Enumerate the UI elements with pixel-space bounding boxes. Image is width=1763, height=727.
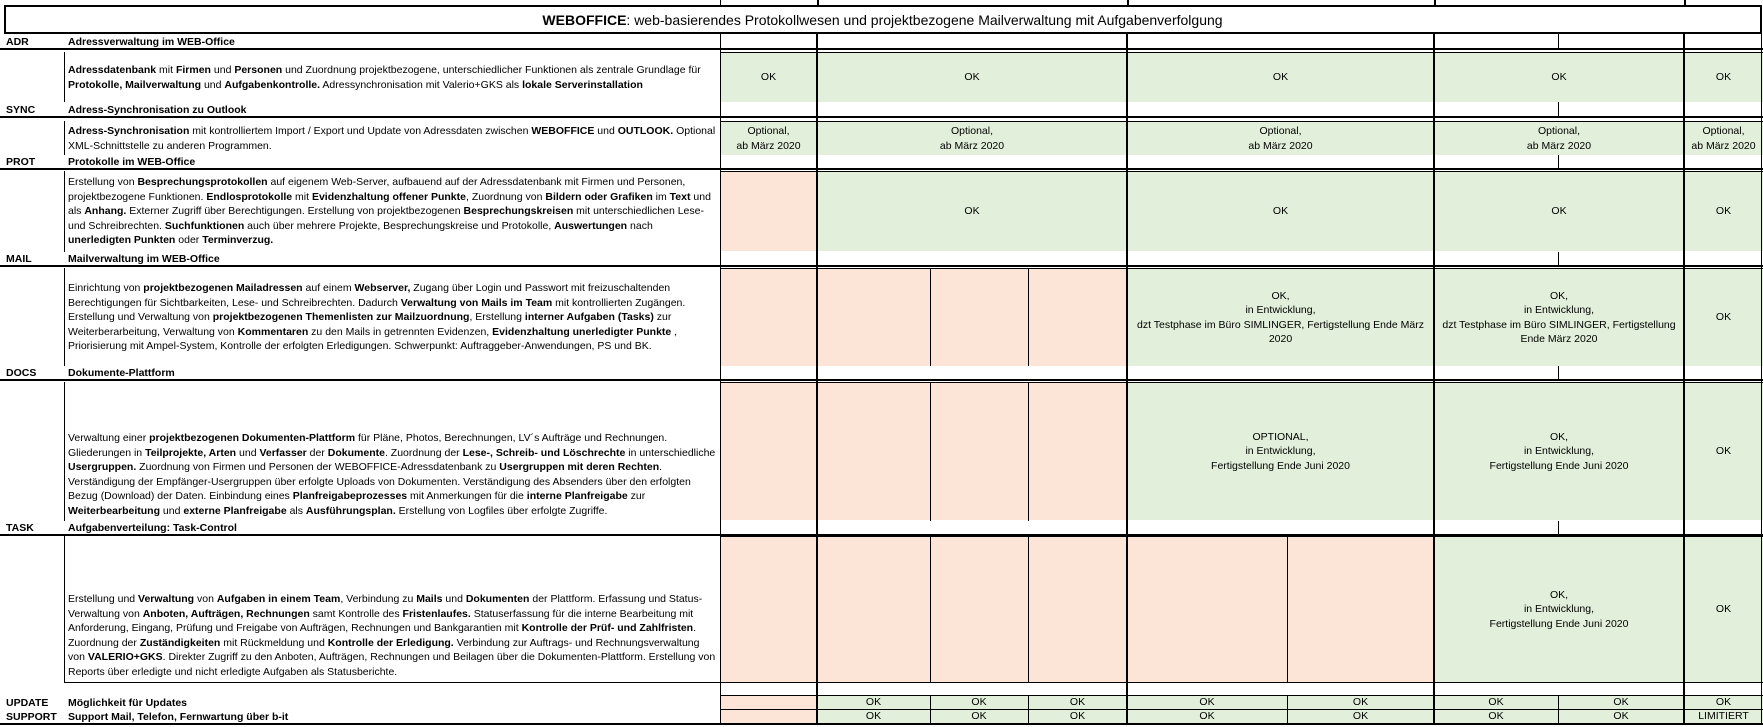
description-segment: Externer Zugriff über Berechtigungen. Erstellung von projektbezogenen: [126, 205, 464, 218]
description-bold-segment: Kommentaren: [237, 325, 309, 338]
status-update-1: [720, 696, 817, 709]
status-mail-2c: [1028, 269, 1127, 366]
grid-line: [1126, 34, 1128, 725]
description-bold-segment: Besprechungskreisen: [463, 205, 574, 218]
description-segment: für Pläne, Photos, Berechnungen, LV´s Aufträge und Rechnungen. Gliederungen in: [68, 432, 668, 459]
grid-line: [1558, 155, 1559, 169]
code-task: TASK: [6, 521, 34, 534]
description-bold-segment: interner Aufgaben (Tasks): [524, 311, 654, 324]
description-bold-segment: Endlosprotokolle: [206, 190, 293, 203]
description-text: [68, 63, 716, 92]
description-segment: zur Weiterberarbeitung, Verwaltung von: [68, 311, 672, 338]
status-line: OK,: [1549, 430, 1569, 443]
status-line: Optional,: [1259, 125, 1302, 137]
grid-line: [1028, 536, 1029, 682]
status-support-2a: OK: [817, 710, 930, 723]
description-segment: und als: [68, 190, 711, 218]
title-border: [4, 5, 1762, 34]
grid-line: [1028, 695, 1029, 724]
description-bold-segment: Aufgaben in einem Team: [216, 593, 341, 605]
description-bold-segment: Bildern oder Grafiken: [545, 190, 653, 203]
status-line: OK,: [1549, 588, 1569, 601]
grid-line: [1761, 34, 1762, 725]
description-bold-segment: Aufgabenkontrolle.: [224, 78, 321, 91]
description-bold-segment: projektbezogenen Dokumenten-Plattform: [149, 432, 356, 444]
description-bold-segment: Teilprojekte, Arten: [145, 446, 237, 459]
code-support: SUPPORT: [6, 710, 57, 723]
status-update-4b: OK: [1558, 696, 1684, 709]
grid-line: [1287, 536, 1288, 682]
status-docs-1: [720, 383, 817, 520]
description-text: [68, 431, 716, 518]
status-sync-1: [720, 122, 817, 155]
description-segment: und: [442, 593, 466, 605]
status-mail-2a: [817, 269, 930, 366]
description-segment: , Zuordnung von: [465, 190, 546, 203]
description-bold-segment: Adress-Synchronisation: [68, 125, 190, 137]
status-line: ab März 2020: [1526, 139, 1592, 152]
description-segment: Verbindung zur Auftrags- und Rechnungsverwaltung von: [68, 636, 700, 663]
status-line: in Entwicklung,: [1523, 304, 1595, 316]
grid-line: [64, 536, 65, 682]
code-prot: PROT: [6, 155, 36, 168]
description-segment: auf eigenem Web-Server, aufbauend auf der Adressdatenbank mit Firmen und Personen, projektbezogene Funktionen.: [68, 176, 686, 203]
description-segment: . Zuordnung der: [384, 446, 463, 459]
description-bold-segment: externe Planfreigabe: [183, 504, 287, 517]
description-segment: . Verständigung der Empfänger-Usergruppen über erfolgte Uploads von Dokumenten. Verständigung des Absenders über den erfolgten Bezug (Download) der Daten. Einbindung eines: [68, 461, 691, 502]
description-segment: , Erstellung: [469, 311, 525, 324]
status-update-2a: OK: [817, 696, 930, 709]
grid-line: [0, 116, 1763, 118]
grid-line: [64, 682, 720, 683]
grid-line: [930, 536, 931, 682]
status-line: Fertigstellung Ende Juni 2020: [1489, 459, 1629, 472]
status-line: OK,: [1549, 289, 1569, 302]
status-task-3b: [1287, 537, 1434, 682]
status-docs-5: OK: [1684, 383, 1763, 520]
description-bold-segment: Anboten, Aufträgen, Rechnungen: [142, 607, 310, 620]
description-segment: Statuserfassung für die interne Bearbeitung mit Anforderung, Eingang, Prüfung und Freigabe von Aufträgen, Rechnungen und Bankgarantien mit: [68, 607, 694, 634]
description-bold-segment: Weiterbearbeitung: [68, 504, 160, 517]
status-task-4: [1434, 537, 1684, 682]
status-update-3b: OK: [1287, 696, 1434, 709]
description-bold-segment: Personen: [234, 64, 283, 76]
section-title-update: Möglichkeit für Updates: [68, 696, 188, 709]
status-task-2c: [1028, 537, 1127, 682]
section-title-mail: Mailverwaltung im WEB-Office: [68, 252, 220, 265]
status-sync-3: [1127, 122, 1434, 155]
grid-line: [720, 695, 1763, 696]
status-update-4a: OK: [1434, 696, 1558, 709]
status-support-5: LIMITIERT: [1684, 710, 1763, 723]
status-update-5: OK: [1684, 696, 1763, 709]
description-bold-segment: lokale Serverinstallation: [522, 78, 643, 91]
grid-line: [64, 268, 65, 366]
description-text: [68, 281, 716, 354]
description-segment: oder: [175, 234, 203, 247]
status-docs-2c: [1028, 383, 1127, 520]
status-update-2c: OK: [1028, 696, 1127, 709]
status-docs-4: [1434, 383, 1684, 520]
grid-line: [1028, 382, 1029, 521]
status-sync-5: [1684, 122, 1763, 155]
description-bold-segment: Evidenzhaltung unerledigter Punkte: [492, 325, 672, 338]
description-segment: mit unterschiedlichen Lese- und Schreibrechten.: [68, 205, 704, 232]
status-adr-2: OK: [817, 53, 1127, 102]
description-bold-segment: Dokumente: [327, 446, 385, 459]
description-text: [68, 592, 716, 679]
description-segment: . Zuordnung der: [68, 622, 697, 649]
description-bold-segment: Mails: [416, 593, 443, 605]
description-bold-segment: Usergruppen.: [68, 461, 137, 473]
description-bold-segment: Protokolle, Mailverwaltung: [68, 78, 202, 91]
description-segment: zu den Mails in getrennten Evidenzen,: [308, 325, 493, 338]
status-task-3a: [1127, 537, 1287, 682]
description-mail: [64, 269, 720, 366]
grid-line: [1558, 521, 1559, 535]
status-prot-5: OK: [1684, 172, 1763, 251]
description-bold-segment: Verwaltung von Mails im Team: [400, 296, 553, 309]
description-segment: Verwaltung einer: [68, 432, 150, 444]
grid-line: [930, 382, 931, 521]
status-sync-2: [817, 122, 1127, 155]
description-adr: [64, 53, 720, 102]
status-support-4b: OK: [1558, 710, 1684, 723]
description-bold-segment: OUTLOOK.: [617, 125, 674, 137]
code-docs: DOCS: [6, 366, 37, 379]
status-line: Fertigstellung Ende Juni 2020: [1211, 459, 1350, 472]
status-task-5: OK: [1684, 537, 1763, 682]
grid-line: [720, 268, 1763, 269]
status-task-2a: [817, 537, 930, 682]
status-support-4a: OK: [1434, 710, 1558, 723]
description-bold-segment: Besprechungsprotokollen: [137, 176, 268, 189]
description-bold-segment: Lese-, Schreib- und Löschrechte: [462, 446, 626, 459]
description-bold-segment: Suchfunktionen: [164, 219, 245, 232]
description-bold-segment: Evidenzhaltung offener Punkte: [311, 190, 466, 203]
grid-line: [930, 695, 931, 724]
description-segment: und: [236, 446, 260, 459]
grid-line: [0, 265, 1763, 267]
status-line: Optional,: [1702, 125, 1745, 137]
status-prot-1: [720, 172, 817, 251]
description-segment: mit Rückmeldung und: [220, 636, 328, 649]
description-bold-segment: Adressdatenbank: [68, 64, 157, 76]
status-mail-3: [1127, 269, 1434, 366]
status-line: Optional,: [747, 125, 790, 137]
description-segment: nach: [627, 219, 653, 232]
description-segment: Zugang über Login und Passwort mit freizuschaltenden Berechtigungen für Sichtbarkeiten, Lese- und Schreibrechten. Dadurch: [68, 282, 671, 309]
code-sync: SYNC: [6, 103, 36, 116]
description-bold-segment: projektbezogenen Themenlisten zur Mailzuordnung: [212, 311, 470, 324]
grid-line: [1558, 102, 1559, 116]
status-line: Fertigstellung Ende Juni 2020: [1489, 617, 1629, 630]
grid-line: [720, 682, 1763, 683]
description-bold-segment: Ausführungsplan.: [305, 504, 396, 517]
description-bold-segment: Firmen: [175, 64, 211, 76]
status-line: dzt Testphase im Büro SIMLINGER, Fertigstellung Ende März 2020: [1442, 318, 1676, 345]
description-bold-segment: Kontrolle der Erledigung.: [327, 636, 454, 649]
title-bold: WEBOFFICE: [542, 11, 627, 28]
section-title-prot: Protokolle im WEB-Office: [68, 155, 196, 168]
description-segment: von: [194, 593, 217, 605]
status-line: in Entwicklung,: [1245, 304, 1316, 316]
status-line: ab März 2020: [939, 139, 1005, 152]
description-bold-segment: VALERIO+GKS: [87, 651, 163, 663]
grid-line: [1683, 34, 1685, 725]
section-title-docs: Dokumente-Plattform: [68, 366, 175, 379]
description-segment: und: [160, 504, 184, 517]
section-title-sync: Adress-Synchronisation zu Outlook: [68, 103, 247, 116]
description-segment: mit kontrolliertem Import / Export und Update von Adressdaten zwischen: [189, 125, 532, 137]
description-bold-segment: Zuständigkeiten: [139, 636, 221, 649]
grid-line: [64, 52, 65, 102]
status-mail-1: [720, 269, 817, 366]
description-bold-segment: Usergruppen mit deren Rechten: [499, 461, 660, 473]
description-prot: [64, 172, 720, 251]
grid-line: [720, 382, 1763, 383]
description-segment: Optional XML-Schnittstelle zu anderen Programmen.: [68, 125, 716, 152]
description-bold-segment: projektbezogenen Mailadressen: [143, 282, 303, 295]
status-adr-3: OK: [1127, 53, 1434, 102]
status-mail-2b: [930, 269, 1028, 366]
code-update: UPDATE: [6, 696, 49, 709]
description-bold-segment: Anhang.: [84, 205, 127, 218]
status-prot-2: OK: [817, 172, 1127, 251]
title-rest: : web-basierendes Protokollwesen und projektbezogene Mailverwaltung mit Aufgabenverfolgung: [626, 11, 1223, 28]
grid-line: [1433, 34, 1435, 725]
status-line: Optional,: [1537, 125, 1581, 137]
status-support-1: [720, 710, 817, 723]
section-title-support: Support Mail, Telefon, Fernwartung über b-it: [68, 710, 289, 723]
grid-line: [1558, 34, 1559, 48]
description-bold-segment: interne Planfreigabe: [526, 490, 628, 502]
status-docs-3: [1127, 383, 1434, 520]
grid-line: [720, 171, 1763, 172]
description-bold-segment: Dokumenten: [465, 593, 530, 605]
grid-line: [1558, 252, 1559, 266]
grid-line: [930, 268, 931, 366]
status-task-2b: [930, 537, 1028, 682]
status-line: dzt Testphase im Büro SIMLINGER, Fertigstellung Ende März 2020: [1137, 318, 1424, 345]
description-task: [64, 537, 720, 682]
status-adr-5: OK: [1684, 53, 1763, 102]
description-segment: Erstellung von: [68, 176, 138, 189]
status-support-2b: OK: [930, 710, 1028, 723]
description-segment: mit kontrollierten Zugängen. Erstellung und Verwaltung von: [68, 296, 686, 324]
description-segment: zur: [627, 490, 646, 502]
description-sync: [64, 122, 720, 155]
description-segment: als: [286, 504, 306, 517]
status-line: in Entwicklung,: [1523, 603, 1595, 616]
status-line: in Entwicklung,: [1523, 445, 1595, 458]
status-line: ab März 2020: [1248, 139, 1313, 152]
grid-line: [1287, 695, 1288, 724]
status-update-3a: OK: [1127, 696, 1287, 709]
description-segment: Zuordnung von Firmen und Personen der WEBOFFICE-Adressdatenbank zu: [136, 461, 500, 473]
grid-line: [720, 709, 1763, 710]
grid-line: [64, 382, 65, 521]
description-segment: in unterschiedliche: [625, 446, 716, 459]
description-segment: mit Anmerkungen für die: [407, 490, 527, 502]
description-segment: mit: [156, 64, 176, 76]
description-segment: auch über mehrere Projekte, Besprechungskreise und Protokolle,: [244, 219, 555, 232]
status-support-3b: OK: [1287, 710, 1434, 723]
grid-line: [1558, 366, 1559, 380]
status-line: ab März 2020: [736, 139, 801, 152]
description-segment: . Direkter Zugriff zu den Anboten, Aufträgen, Rechnungen und Beilagen über die Dokumenten-Plattform. Erstellung von Reports über erledigte und nicht erledigte Aufgaben als Statusberichte.: [68, 651, 716, 678]
description-segment: , Priorisierung mit Ampel-System, Kontrolle der erfolgten Erledigungen. Schwerpunkt: Auftraggeber-Anwendungen, PS und BK.: [68, 325, 678, 353]
description-text: [68, 124, 716, 153]
grid-line: [0, 168, 1763, 170]
description-bold-segment: Verwaltung: [138, 593, 195, 605]
description-segment: Adressynchronisation mit Valerio+GKS als: [320, 78, 523, 91]
description-segment: Erstellung von Logfiles über erfolgte Zugriffe.: [395, 504, 608, 517]
description-segment: der Plattform. Erfassung und Status-Verwaltung von: [68, 593, 703, 620]
section-title-adr: Adressverwaltung im WEB-Office: [68, 35, 235, 48]
description-segment: und: [201, 78, 225, 91]
status-task-1: [720, 537, 817, 682]
status-support-3a: OK: [1127, 710, 1287, 723]
grid-line: [720, 536, 1763, 537]
grid-line: [1028, 268, 1029, 366]
grid-line: [0, 723, 1763, 725]
status-adr-4: OK: [1434, 53, 1684, 102]
description-segment: der: [306, 446, 328, 459]
grid-line: [1558, 695, 1559, 724]
description-segment: , Verbindung zu: [340, 593, 417, 605]
description-segment: und Zuordnung projektbezogene, unterschiedlicher Funktionen als zentrale Grundlage für: [282, 64, 701, 76]
status-prot-4: OK: [1434, 172, 1684, 251]
status-line: Optional,: [950, 125, 994, 137]
description-segment: im: [652, 190, 670, 203]
description-bold-segment: Fristenlaufes.: [402, 607, 471, 620]
status-line: ab März 2020: [1691, 139, 1756, 152]
description-segment: samt Kontrolle des: [309, 607, 403, 620]
description-bold-segment: Terminverzug.: [202, 234, 274, 247]
grid-line: [64, 121, 65, 155]
description-bold-segment: Webserver,: [354, 282, 411, 295]
grid-line: [720, 121, 1763, 122]
grid-line: [720, 34, 721, 725]
description-segment: und: [210, 64, 235, 76]
grid-line: [0, 379, 1763, 381]
description-bold-segment: WEBOFFICE: [531, 125, 595, 137]
status-mail-4: [1434, 269, 1684, 366]
grid-line: [0, 48, 1763, 50]
description-bold-segment: Planfreigabeprozesses: [292, 490, 408, 502]
status-update-2b: OK: [930, 696, 1028, 709]
description-bold-segment: Text: [669, 190, 691, 203]
code-adr: ADR: [6, 35, 29, 48]
description-segment: Erstellung und: [68, 593, 139, 605]
status-sync-4: [1434, 122, 1684, 155]
status-line: OK,: [1271, 289, 1290, 302]
description-bold-segment: Kontrolle der Prüf- und Zahlfristen: [521, 622, 694, 634]
status-docs-2a: [817, 383, 930, 520]
status-adr-1: OK: [720, 53, 817, 102]
description-text: [68, 175, 716, 248]
status-support-2c: OK: [1028, 710, 1127, 723]
grid-line: [64, 171, 65, 252]
status-line: in Entwicklung,: [1245, 445, 1316, 458]
description-bold-segment: unerledigten Punkten: [68, 234, 176, 247]
status-line: OPTIONAL,: [1252, 430, 1309, 443]
grid-line: [816, 34, 818, 725]
status-docs-2b: [930, 383, 1028, 520]
code-mail: MAIL: [6, 252, 32, 265]
description-bold-segment: Verfasser: [259, 446, 307, 459]
grid-line: [720, 52, 1763, 53]
status-mail-5: OK: [1684, 269, 1763, 366]
status-prot-3: OK: [1127, 172, 1434, 251]
description-segment: mit: [292, 190, 312, 203]
description-bold-segment: Auswertungen: [554, 219, 628, 232]
description-segment: auf einem: [302, 282, 355, 295]
description-segment: und: [594, 125, 618, 137]
description-docs: [64, 383, 720, 520]
section-title-task: Aufgabenverteilung: Task-Control: [68, 521, 237, 534]
description-segment: Einrichtung von: [68, 282, 144, 295]
